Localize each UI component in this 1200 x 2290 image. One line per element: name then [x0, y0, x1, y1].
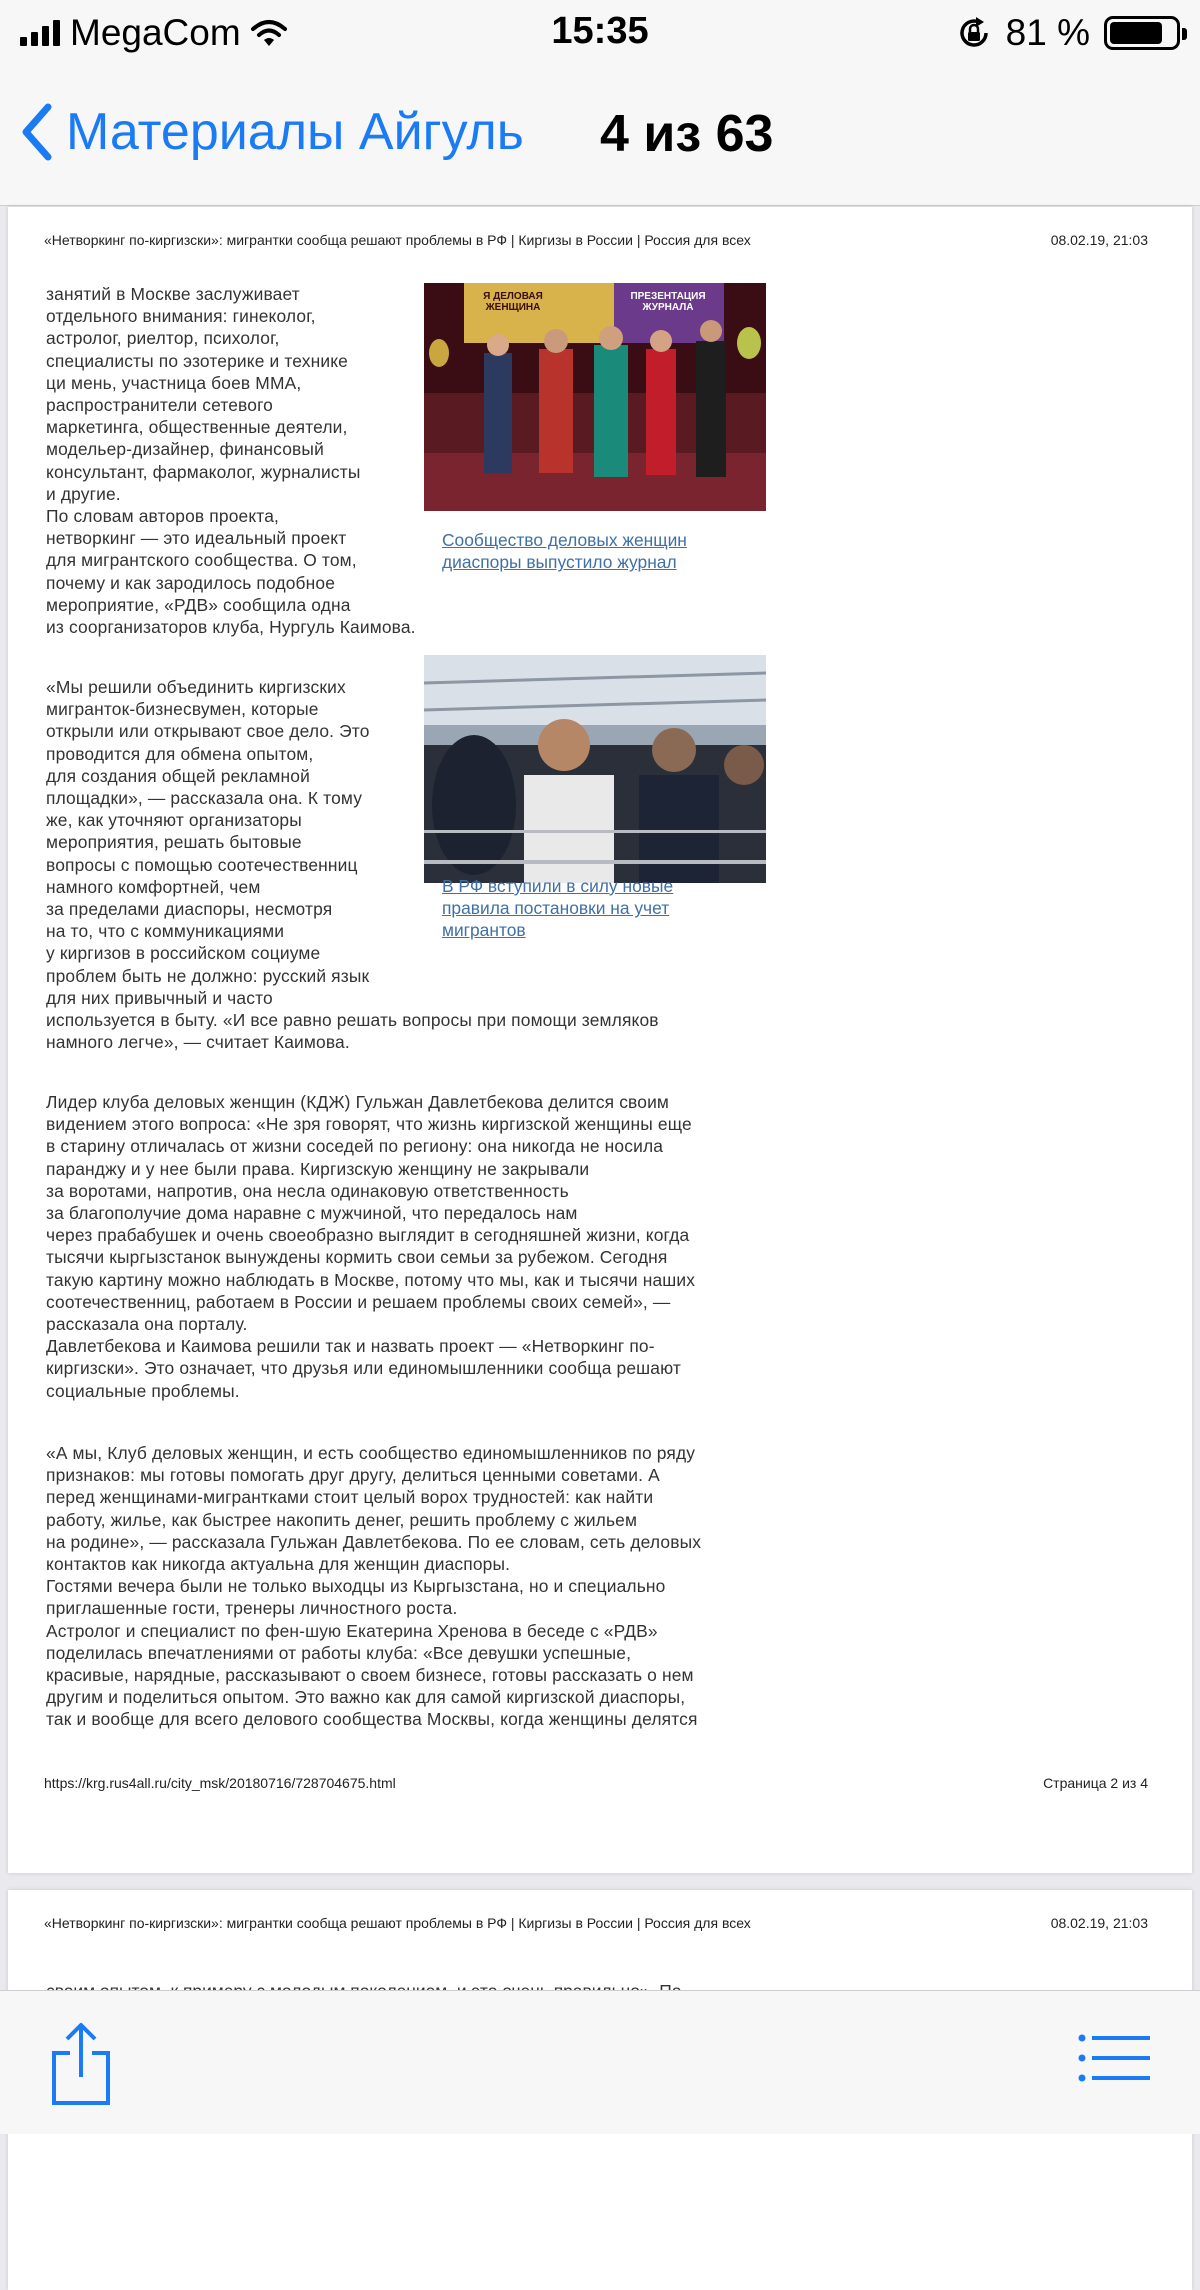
- text-line: в старину отличалась от жизни соседей по региону: она никогда не носила: [46, 1136, 664, 1157]
- text-line: намного комфортней, чем: [46, 876, 261, 897]
- event-photo[interactable]: [424, 283, 766, 511]
- text-line: диаспоры выпустило журнал: [442, 552, 677, 573]
- text-line: же, как уточняют организаторы: [46, 810, 302, 831]
- text-line: и другие.: [46, 483, 121, 504]
- text-line: для них привычный и часто: [46, 987, 273, 1008]
- text-line: рассказала она порталу.: [46, 1314, 248, 1335]
- text-line: киргизски». Это означает, что друзья или единомышленники сообща решают: [46, 1358, 681, 1379]
- page-header-title: «Нетворкинг по-киргизски»: мигрантки сообща решают проблемы в РФ | Киргизы в России | Россия для всех: [44, 232, 751, 248]
- text-line: работу, жилье, как быстрее накопить денег, решить проблему с жильем: [46, 1509, 638, 1530]
- battery-fill: [1110, 22, 1162, 44]
- text-line: проводится для обмена опытом,: [46, 743, 314, 764]
- page-footer-number: Страница 2 из 4: [1043, 1775, 1148, 1791]
- text-line: мероприятия, решать бытовые: [46, 832, 302, 853]
- text-line: так и вообще для всего делового сообщества Москвы, когда женщины делятся: [46, 1709, 698, 1730]
- text-line: Давлетбекова и Каимова решили так и назвать проект — «Нетворкинг по-: [46, 1336, 655, 1357]
- paragraph-3: [46, 1091, 695, 1402]
- text-line: проблем быть не должно: русский язык: [46, 965, 370, 986]
- text-line: приглашенные гости, тренеры личностного роста.: [46, 1598, 458, 1619]
- text-line: за пределами диаспоры, несмотря: [46, 899, 333, 920]
- list-icon[interactable]: [1078, 2033, 1150, 2083]
- pdf-page-2: [8, 207, 1192, 1873]
- rotation-lock-icon: [956, 15, 992, 51]
- status-bar: [0, 0, 1200, 66]
- text-line: По словам авторов проекта,: [46, 506, 280, 527]
- text-line: нетворкинг — это идеальный проект: [46, 528, 347, 549]
- migrants-photo-image: [424, 655, 766, 883]
- text-line: паранджу и у нее были права. Киргизскую женщину не закрывали: [46, 1158, 590, 1179]
- status-right: [956, 12, 1180, 54]
- text-line: Гостями вечера были не только выходцы из Кыргызстана, но и специально: [46, 1576, 666, 1597]
- text-line: у киргизов в российском социуме: [46, 943, 321, 964]
- text-line: используется в быту. «И все равно решать вопросы при помощи земляков: [46, 1010, 659, 1031]
- migrants-photo[interactable]: [424, 655, 766, 883]
- text-line: другим и поделиться опытом. Это важно как для самой киргизской диаспоры,: [46, 1687, 686, 1708]
- text-line: видением этого вопроса: «Не зря говорят, что жизнь киргизской женщины еще: [46, 1114, 692, 1135]
- pdf-viewer[interactable]: [0, 207, 1200, 1990]
- text-line: «А мы, Клуб деловых женщин, и есть сообщество единомышленников по ряду: [46, 1443, 696, 1463]
- text-line: занятий в Москве заслуживает: [46, 284, 300, 304]
- page-header-title: «Нетворкинг по-киргизски»: мигрантки сообща решают проблемы в РФ | Киргизы в России | Россия для всех: [44, 1915, 751, 1931]
- document-counter: 4 из 63: [600, 105, 774, 163]
- text-line: за воротами, напротив, она несла одинаковую ответственность: [46, 1180, 569, 1201]
- text-line: поделилась впечатлениями от работы клуба: «Все девушки успешные,: [46, 1642, 632, 1663]
- text-line: на родине», — рассказала Гульжан Давлетбекова. По ее словам, сеть деловых: [46, 1531, 702, 1552]
- text-line: мигранток-бизнесвумен, которые: [46, 699, 319, 720]
- text-line: контактов как никогда актуальна для женщин диаспоры.: [46, 1554, 511, 1575]
- text-line: для мигрантского сообщества. О том,: [46, 550, 357, 571]
- page-header-date: 08.02.19, 21:03: [1050, 1915, 1148, 1931]
- text-line: правила постановки на учет: [442, 898, 670, 919]
- photo-sign-left: Я ДЕЛОВАЯ ЖЕНЩИНА: [483, 291, 543, 313]
- text-line: площадки», — рассказала она. К тому: [46, 788, 363, 809]
- text-line: мероприятие, «РДВ» сообщила одна: [46, 594, 351, 615]
- paragraph-1: [46, 283, 416, 638]
- text-line: на то, что с коммуникациями: [46, 921, 285, 942]
- text-line: признаков: мы готовы помогать друг другу, делиться ценными советами. А: [46, 1465, 660, 1486]
- back-button[interactable]: [20, 102, 524, 162]
- text-line: специалисты по эзотерике и технике: [46, 350, 348, 371]
- text-line: из соорганизаторов клуба, Нургуль Каимова.: [46, 617, 416, 638]
- page-header-date: 08.02.19, 21:03: [1050, 232, 1148, 248]
- text-line: социальные проблемы.: [46, 1380, 240, 1401]
- text-line: тысячи кыргызстанок вынуждены кормить свои семьи за рубежом. Сегодня: [46, 1247, 668, 1268]
- bottom-toolbar: [0, 1990, 1200, 2134]
- text-line: Сообщество деловых женщин: [442, 530, 687, 550]
- text-line: открыли или открывают свое дело. Это: [46, 721, 370, 742]
- share-icon[interactable]: [48, 2021, 114, 2107]
- text-line: В РФ вступили в силу новые: [442, 876, 674, 896]
- battery-percent: 81 %: [1005, 12, 1090, 53]
- text-line: красивые, нарядные, рассказывают о своем бизнесе, готовы рассказать о нем: [46, 1665, 694, 1686]
- carrier-name: MegaCom: [70, 12, 241, 53]
- text-line: ци мень, участница боев ММА,: [46, 372, 302, 393]
- text-line: соотечественниц, работаем в России и решаем проблемы своих семей», —: [46, 1291, 671, 1312]
- text-line: для создания общей рекламной: [46, 765, 310, 786]
- text-line: распространители сетевого: [46, 395, 274, 416]
- text-line: консультант, фармаколог, журналисты: [46, 461, 361, 482]
- photo-caption-link-1[interactable]: [442, 529, 687, 573]
- text-line: модельер-дизайнер, финансовый: [46, 439, 324, 460]
- back-label: Материалы Айгуль: [66, 103, 524, 161]
- paragraph-4: [46, 1442, 701, 1731]
- text-line: маркетинга, общественные деятели,: [46, 417, 348, 438]
- chevron-left-icon: [20, 103, 52, 161]
- clock: 15:35: [551, 10, 649, 52]
- photo-caption-link-2[interactable]: [442, 875, 673, 942]
- text-line: «Мы решили объединить киргизских: [46, 677, 346, 697]
- text-line: через прабабушек и очень своеобразно выглядит в сегодняшней жизни, когда: [46, 1225, 690, 1246]
- text-line: вопросы с помощью соотечественниц: [46, 854, 358, 875]
- text-line: Лидер клуба деловых женщин (КДЖ) Гульжан Давлетбекова делится своим: [46, 1092, 670, 1112]
- navigation-bar: [0, 66, 1200, 206]
- page-footer-url: https://krg.rus4all.ru/city_msk/20180716/728704675.html: [44, 1775, 396, 1791]
- battery-icon: [1104, 16, 1180, 50]
- text-line: перед женщинами-мигрантками стоит целый ворох трудностей: как найти: [46, 1487, 654, 1508]
- text-line: Астролог и специалист по фен-шую Екатерина Хренова в беседе с «РДВ»: [46, 1620, 658, 1641]
- photo-sign-right: ПРЕЗЕНТАЦИЯ ЖУРНАЛА: [630, 291, 706, 313]
- text-line: намного легче», — считает Каимова.: [46, 1032, 350, 1053]
- text-line: за благополучие дома наравне с мужчиной, что передалось нам: [46, 1203, 578, 1224]
- event-photo-image: [424, 283, 766, 511]
- text-line: отдельного внимания: гинеколог,: [46, 306, 316, 327]
- text-line: астролог, риелтор, психолог,: [46, 328, 280, 349]
- text-line: такую картину можно наблюдать в Москве, потому что мы, как и тысячи наших: [46, 1269, 696, 1290]
- text-line: почему и как зародилось подобное: [46, 572, 336, 593]
- text-line: мигрантов: [442, 920, 526, 941]
